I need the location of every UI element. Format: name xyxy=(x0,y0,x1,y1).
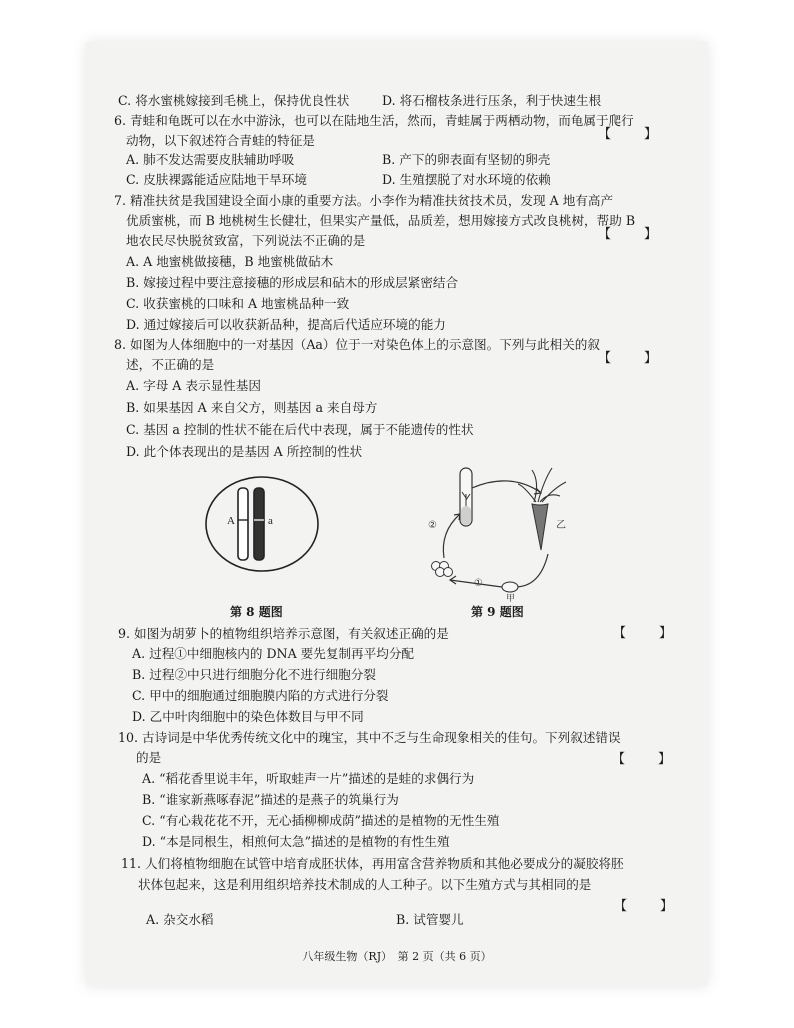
cycle-arrow-right xyxy=(515,554,548,587)
step-label-1: ① xyxy=(474,578,483,589)
q10-option-d: D. “本是同根生，相煎何太急”描述的是植物的有性生殖 xyxy=(142,834,450,849)
cycle-arrow-left xyxy=(443,514,460,558)
fig8-caption: 第 8 题图 xyxy=(230,605,283,619)
q8-option-b: B. 如果基因 A 来自父方，则基因 a 来自母方 xyxy=(126,400,378,415)
q7-option-c: C. 收获蜜桃的口味和 A 地蜜桃品种一致 xyxy=(126,296,350,311)
q6-option-b: B. 产下的卵表面有坚韧的卵壳 xyxy=(382,152,551,167)
q11-option-b: B. 试管婴儿 xyxy=(396,912,464,927)
q8-stem-cont: 述，不正确的是 xyxy=(126,357,215,372)
q6-option-a: A. 肺不发达需要皮肤辅助呼吸 xyxy=(126,152,295,167)
q10-option-b: B. “谁家新燕啄春泥”描述的是燕子的筑巢行为 xyxy=(142,792,399,807)
q9-answer-bracket: 【 】 xyxy=(613,626,683,641)
label-yi: 乙 xyxy=(556,520,566,531)
fig8-chromosome-diagram xyxy=(202,474,322,574)
q7-option-b: B. 嫁接过程中要注意接穗的形成层和砧木的形成层紧密结合 xyxy=(126,275,459,290)
gene-label-big-a: A xyxy=(227,515,235,527)
cycle-arrow-top xyxy=(472,481,540,492)
q8-answer-bracket: 【 】 xyxy=(598,351,668,366)
gene-label-small-a: a xyxy=(268,515,273,527)
chromosome-light xyxy=(238,488,248,560)
q7-stem-cont-2: 地农民尽快脱贫致富，下列说法不正确的是 xyxy=(126,233,366,248)
q8-option-a: A. 字母 A 表示显性基因 xyxy=(126,378,261,393)
step-label-2: ② xyxy=(428,520,437,531)
q8-option-c: C. 基因 a 控制的性状不能在后代中表现，属于不能遗传的性状 xyxy=(126,422,474,437)
q5-option-c: C. 将水蜜桃嫁接到毛桃上，保持优良性状 xyxy=(118,93,350,108)
q6-stem-cont: 动物，以下叙述符合青蛙的特征是 xyxy=(126,133,315,148)
q6-option-d: D. 生殖摆脱了对水环境的依赖 xyxy=(382,172,551,187)
fig9-caption: 第 9 题图 xyxy=(471,605,524,619)
fig9-tissue-culture-diagram xyxy=(420,462,580,602)
q7-option-d: D. 通过嫁接后可以收获新品种，提高后代适应环境的能力 xyxy=(126,317,446,332)
q10-stem: 10. 古诗词是中华优秀传统文化中的瑰宝，其中不乏与生命现象相关的佳句。下列叙述错误 xyxy=(118,730,621,745)
q10-answer-bracket: 【 】 xyxy=(612,752,682,767)
q11-option-a: A. 杂交水稻 xyxy=(146,912,214,927)
q6-answer-bracket: 【 】 xyxy=(598,127,668,142)
carrot-plant xyxy=(518,468,566,550)
q11-answer-bracket: 【 】 xyxy=(614,899,684,914)
q7-stem: 7. 精准扶贫是我国建设全面小康的重要方法。小李作为精准扶贫技术员，发现 A 地有高产 xyxy=(114,193,614,208)
q10-option-a: A. “稻花香里说丰年，听取蛙声一片”描述的是蛙的求偶行为 xyxy=(142,771,475,786)
q5-option-d: D. 将石榴枝条进行压条，利于快速生根 xyxy=(382,93,602,108)
q9-option-a: A. 过程①中细胞核内的 DNA 要先复制再平均分配 xyxy=(132,646,415,661)
q6-stem: 6. 青蛙和龟既可以在水中游泳，也可以在陆地生活，然而，青蛙属于两栖动物，而龟属于爬行 xyxy=(114,113,634,128)
page-footer: 八年级生物（RJ） 第 2 页（共 6 页） xyxy=(302,950,492,963)
cell-cluster xyxy=(432,562,453,577)
q7-answer-bracket: 【 】 xyxy=(598,227,668,242)
q11-stem-cont: 状体包起来，这是利用组织培养技术制成的人工种子。以下生殖方式与其相同的是 xyxy=(138,877,592,892)
q10-stem-cont: 的是 xyxy=(136,750,162,765)
q9-stem: 9. 如图为胡萝卜的植物组织培养示意图，有关叙述正确的是 xyxy=(118,626,449,641)
q9-option-c: C. 甲中的细胞通过细胞膜内陷的方式进行分裂 xyxy=(132,688,389,703)
petri-dish xyxy=(502,582,518,592)
chromosome-dark xyxy=(254,488,264,560)
q6-option-c: C. 皮肤裸露能适应陆地干旱环境 xyxy=(126,172,307,187)
q9-option-b: B. 过程②中只进行细胞分化不进行细胞分裂 xyxy=(132,667,376,682)
label-jia: 甲 xyxy=(506,594,516,604)
q9-option-d: D. 乙中叶肉细胞中的染色体数目与甲不同 xyxy=(132,709,364,724)
q10-option-c: C. “有心栽花花不开，无心插柳柳成荫”描述的是植物的无性生殖 xyxy=(142,813,500,828)
q7-stem-cont: 优质蜜桃，而 B 地桃树生长健壮，但果实产量低，品质差，想用嫁接方式改良桃树，帮助 B xyxy=(126,213,636,228)
q8-option-d: D. 此个体表现出的是基因 A 所控制的性状 xyxy=(126,444,363,459)
q7-option-a: A. A 地蜜桃做接穗，B 地蜜桃做砧木 xyxy=(126,254,334,269)
q11-stem: 11. 人们将植物细胞在试管中培育成胚状体，再用富含营养物质和其他必要成分的凝胶将胚 xyxy=(121,856,624,871)
q8-stem: 8. 如图为人体细胞中的一对基因（Aa）位于一对染色体上的示意图。下列与此相关的叙 xyxy=(114,337,600,352)
